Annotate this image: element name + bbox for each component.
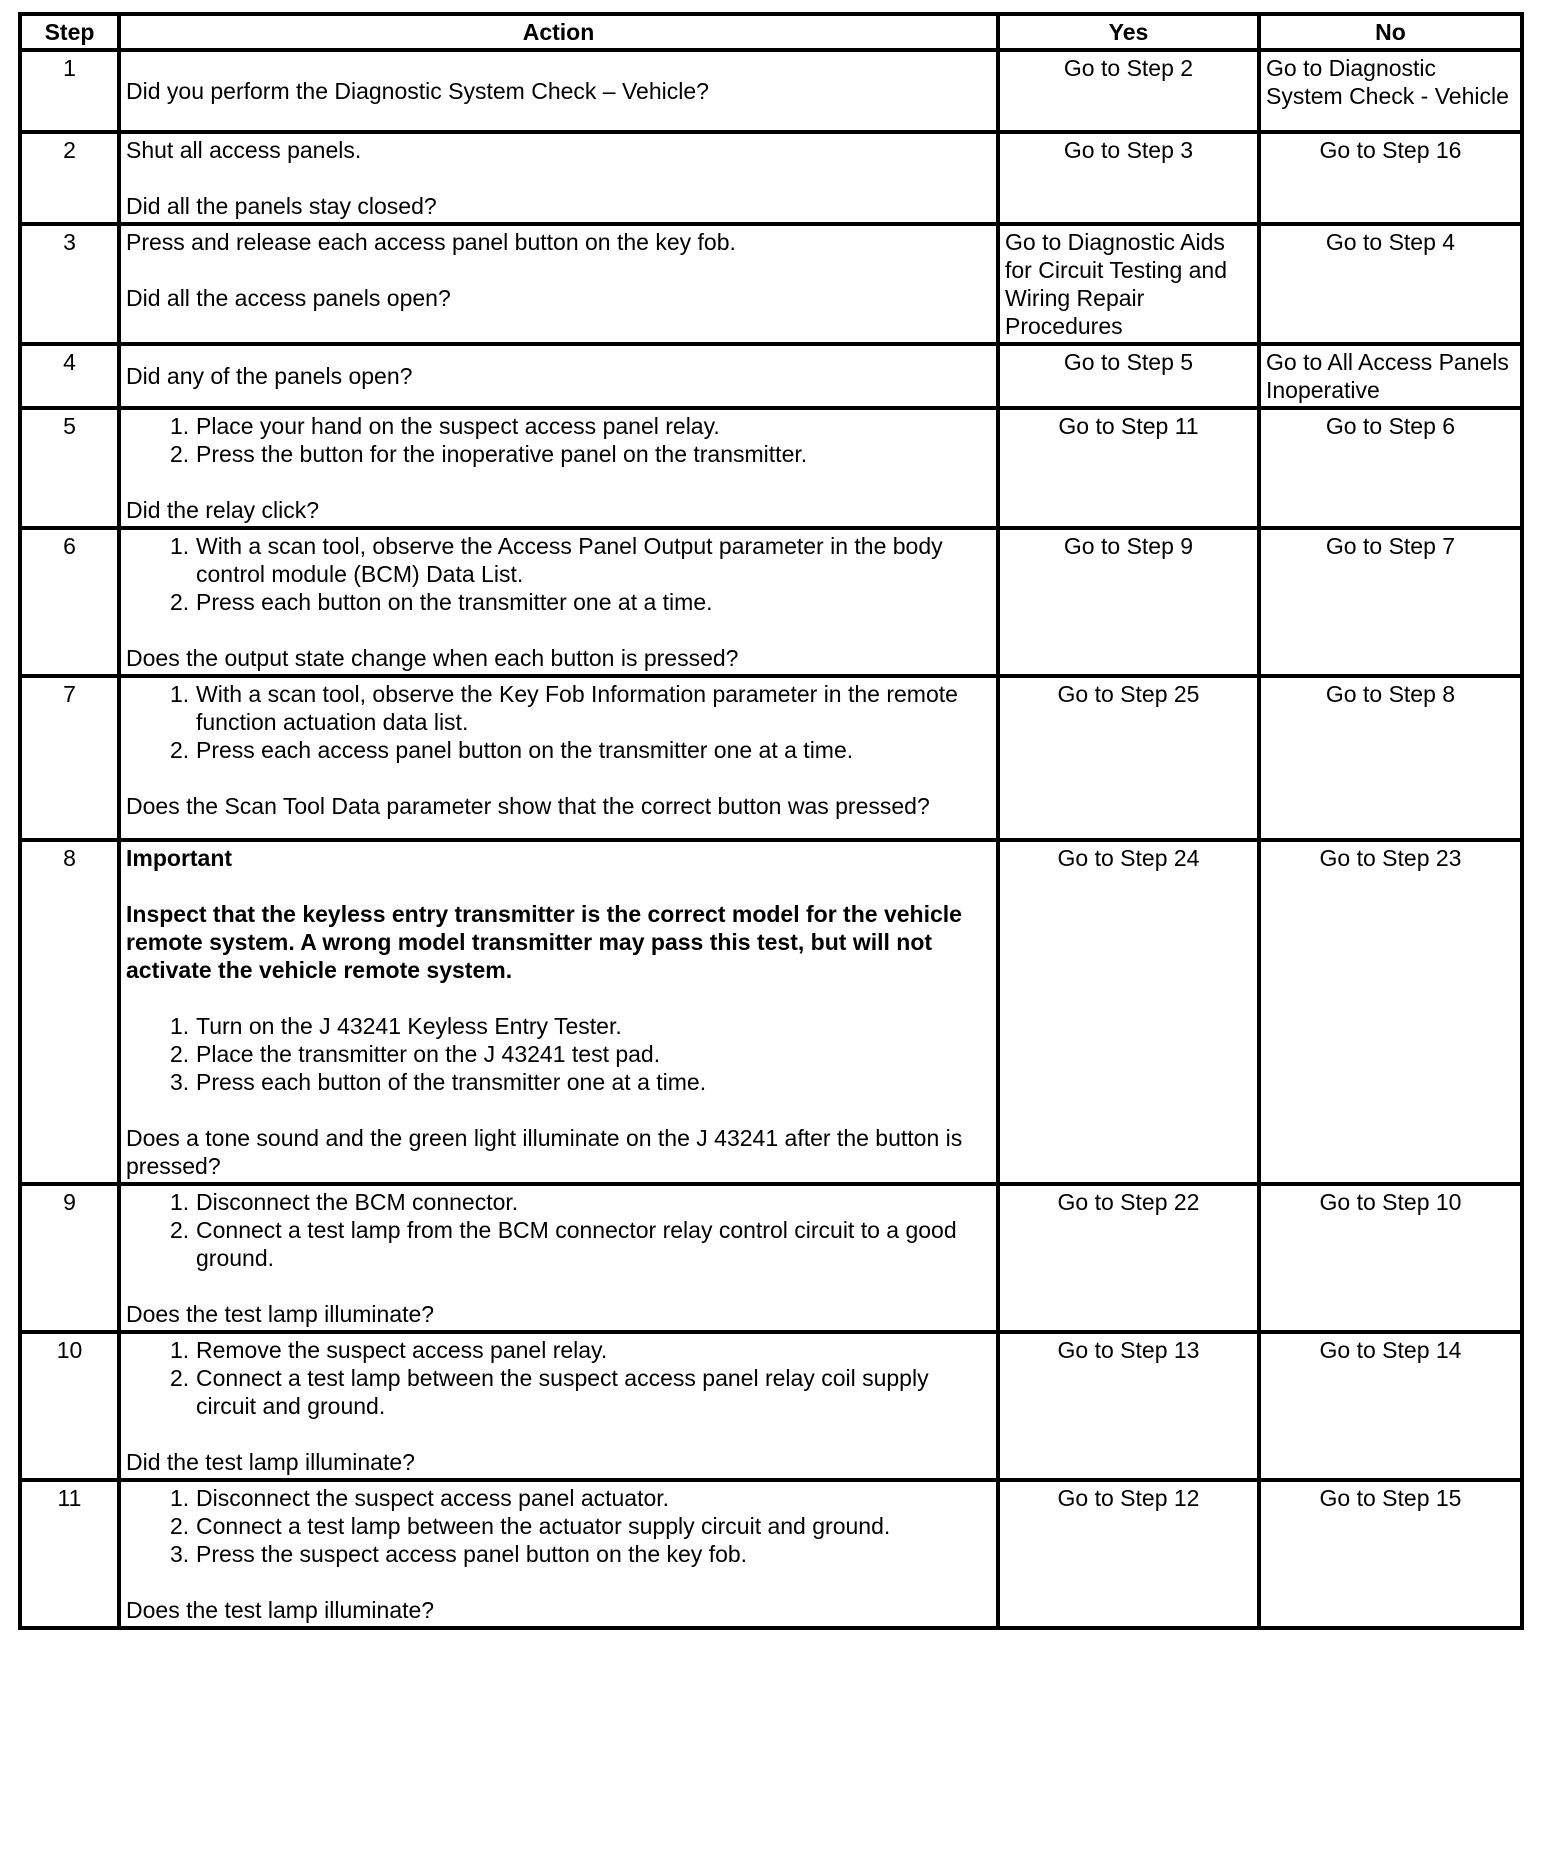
step-number: 5 [20, 408, 119, 528]
action-cell [119, 224, 998, 344]
no-cell: Go to Step 15 [1259, 1480, 1522, 1628]
action-cell [119, 408, 998, 528]
step-number: 4 [20, 344, 119, 408]
no-cell: Go to Diagnostic System Check - Vehicle [1259, 50, 1522, 132]
procedure-list [126, 1188, 991, 1272]
step-number: 2 [20, 132, 119, 224]
procedure-list [126, 412, 991, 468]
yes-cell: Go to Step 24 [998, 840, 1259, 1184]
action-cell [119, 1332, 998, 1480]
list-item: 1. With a scan tool, observe the Access Panel Output parameter in the body control module (BCM) Data List. [170, 533, 943, 587]
action-cell [119, 1480, 998, 1628]
no-cell: Go to Step 4 [1259, 224, 1522, 344]
question-text: Did the relay click? [126, 497, 320, 523]
diagnostic-table [18, 12, 1524, 1630]
procedure-list [126, 1484, 991, 1568]
question-text: Does the Scan Tool Data parameter show that the correct button was pressed? [126, 793, 930, 819]
list-item: 2. Press the button for the inoperative panel on the transmitter. [170, 441, 808, 467]
question-text: Does the test lamp illuminate? [126, 1597, 435, 1623]
table-row [20, 408, 1522, 528]
table-row [20, 344, 1522, 408]
step-number: 7 [20, 676, 119, 840]
list-item: 1. With a scan tool, observe the Key Fob Information parameter in the remote function actuation data list. [170, 681, 958, 735]
table-row [20, 840, 1522, 1184]
yes-cell: Go to Step 22 [998, 1184, 1259, 1332]
action-cell [119, 50, 998, 132]
yes-cell: Go to Step 13 [998, 1332, 1259, 1480]
step-number: 9 [20, 1184, 119, 1332]
table-row [20, 1332, 1522, 1480]
list-item: 2. Place the transmitter on the J 43241 test pad. [170, 1041, 661, 1067]
table-row [20, 224, 1522, 344]
step-number: 11 [20, 1480, 119, 1628]
action-cell [119, 528, 998, 676]
step-number: 1 [20, 50, 119, 132]
list-item: 1. Remove the suspect access panel relay. [170, 1337, 608, 1363]
list-item: 2. Connect a test lamp from the BCM connector relay control circuit to a good ground. [170, 1217, 957, 1271]
header-no: No [1259, 14, 1522, 50]
yes-cell: Go to Step 2 [998, 50, 1259, 132]
yes-cell: Go to Step 3 [998, 132, 1259, 224]
table-row [20, 676, 1522, 840]
question-text: Does the output state change when each button is pressed? [126, 645, 739, 671]
header-action: Action [119, 14, 998, 50]
list-item: 3. Press each button of the transmitter one at a time. [170, 1069, 707, 1095]
yes-cell: Go to Diagnostic Aids for Circuit Testing and Wiring Repair Procedures [998, 224, 1259, 344]
list-item: 2. Press each button on the transmitter one at a time. [170, 589, 713, 615]
question-text: Does the test lamp illuminate? [126, 1301, 435, 1327]
list-item: 1. Disconnect the suspect access panel actuator. [170, 1485, 670, 1511]
procedure-list [126, 1012, 991, 1096]
no-cell: Go to Step 23 [1259, 840, 1522, 1184]
action-cell [119, 344, 998, 408]
list-item: 1. Turn on the J 43241 Keyless Entry Tester. [170, 1013, 622, 1039]
procedure-list [126, 532, 991, 616]
no-cell: Go to Step 14 [1259, 1332, 1522, 1480]
no-cell: Go to Step 8 [1259, 676, 1522, 840]
action-cell [119, 132, 998, 224]
step-number: 8 [20, 840, 119, 1184]
important-title: Important [126, 845, 233, 871]
step-number: 3 [20, 224, 119, 344]
list-item: 3. Press the suspect access panel button on the key fob. [170, 1541, 748, 1567]
question-text: Did all the panels stay closed? [126, 193, 437, 219]
procedure-list [126, 680, 991, 764]
list-item: 1. Disconnect the BCM connector. [170, 1189, 519, 1215]
question-text: Did all the access panels open? [126, 285, 451, 311]
table-row [20, 1184, 1522, 1332]
yes-cell: Go to Step 5 [998, 344, 1259, 408]
table-row [20, 528, 1522, 676]
question-text: Does a tone sound and the green light illuminate on the J 43241 after the button is pressed? [126, 1125, 963, 1179]
header-step: Step [20, 14, 119, 50]
instruction-text: Press and release each access panel button on the key fob. [126, 229, 736, 255]
question-text: Did the test lamp illuminate? [126, 1449, 415, 1475]
no-cell: Go to Step 10 [1259, 1184, 1522, 1332]
action-cell [119, 676, 998, 840]
question-text: Did you perform the Diagnostic System Check – Vehicle? [126, 78, 709, 104]
yes-cell: Go to Step 9 [998, 528, 1259, 676]
table-row [20, 50, 1522, 132]
instruction-text: Shut all access panels. [126, 137, 362, 163]
no-cell: Go to Step 7 [1259, 528, 1522, 676]
yes-cell: Go to Step 11 [998, 408, 1259, 528]
header-row [20, 14, 1522, 50]
list-item: 2. Press each access panel button on the transmitter one at a time. [170, 737, 854, 763]
question-text: Did any of the panels open? [126, 363, 413, 389]
list-item: 2. Connect a test lamp between the suspect access panel relay coil supply circuit and ground. [170, 1365, 929, 1419]
important-text: Inspect that the keyless entry transmitter is the correct model for the vehicle remote system. A wrong model transmitter may pass this test, but will not activate the vehicle remote system. [126, 901, 962, 983]
list-item: 2. Connect a test lamp between the actuator supply circuit and ground. [170, 1513, 891, 1539]
header-yes: Yes [998, 14, 1259, 50]
procedure-list [126, 1336, 991, 1420]
no-cell: Go to Step 16 [1259, 132, 1522, 224]
no-cell: Go to Step 6 [1259, 408, 1522, 528]
list-item: 1. Place your hand on the suspect access panel relay. [170, 413, 720, 439]
table-row [20, 1480, 1522, 1628]
no-cell: Go to All Access Panels Inoperative [1259, 344, 1522, 408]
yes-cell: Go to Step 12 [998, 1480, 1259, 1628]
action-cell [119, 1184, 998, 1332]
table-row [20, 132, 1522, 224]
yes-cell: Go to Step 25 [998, 676, 1259, 840]
action-cell [119, 840, 998, 1184]
step-number: 6 [20, 528, 119, 676]
step-number: 10 [20, 1332, 119, 1480]
